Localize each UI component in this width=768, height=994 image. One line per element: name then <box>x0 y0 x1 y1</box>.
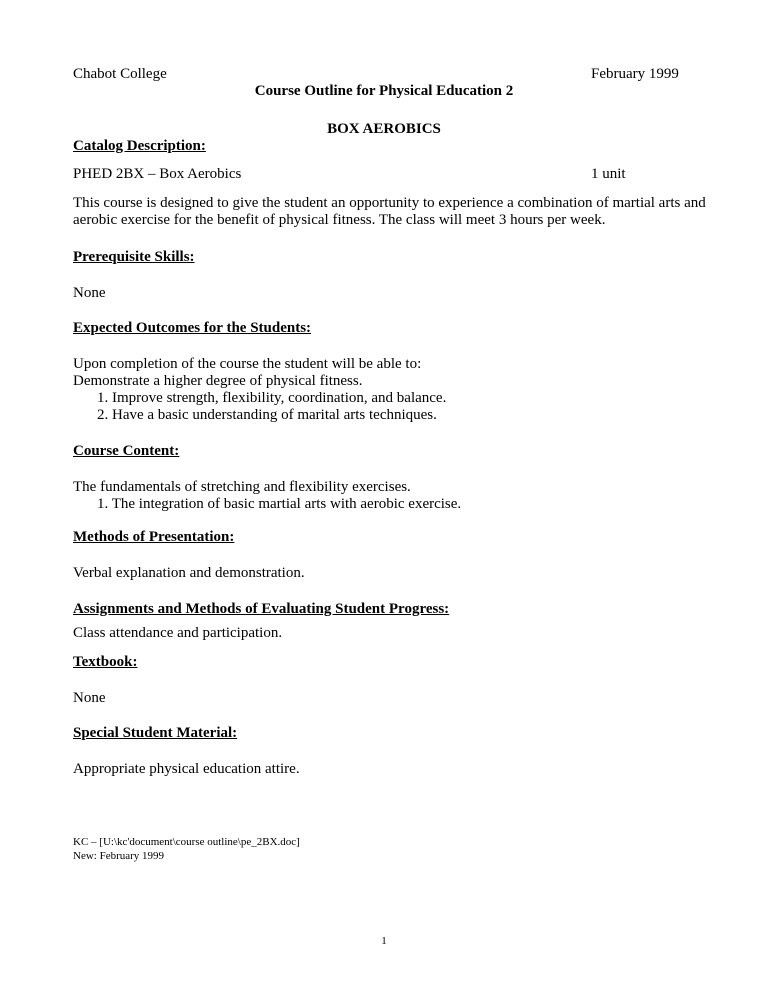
assignments-text: Class attendance and participation. <box>73 625 283 641</box>
prerequisites-text: None <box>73 285 106 301</box>
methods-text: Verbal explanation and demonstration. <box>73 565 305 581</box>
course-units: 1 unit <box>591 166 626 182</box>
prerequisites-heading: Prerequisite Skills: <box>73 249 195 265</box>
content-lead: The fundamentals of stretching and flexibility exercises. <box>73 479 411 495</box>
outcomes-item: 1. Improve strength, flexibility, coordination, and balance. <box>97 390 447 406</box>
textbook-text: None <box>73 690 106 706</box>
textbook-heading: Textbook: <box>73 654 138 670</box>
content-heading: Course Content: <box>73 443 180 459</box>
page-number: 1 <box>381 935 387 947</box>
catalog-description-line2: aerobic exercise for the benefit of physical fitness. The class will meet 3 hours per week. <box>73 212 606 228</box>
outcomes-heading: Expected Outcomes for the Students: <box>73 320 312 336</box>
outcomes-intro: Upon completion of the course the student will be able to: <box>73 356 422 372</box>
outcomes-item: 2. Have a basic understanding of marital arts techniques. <box>97 407 437 423</box>
document-date: February 1999 <box>591 66 679 82</box>
course-title: BOX AEROBICS <box>327 121 441 137</box>
college-name: Chabot College <box>73 66 167 82</box>
revision-note: New: February 1999 <box>73 850 165 862</box>
assignments-heading: Assignments and Methods of Evaluating Student Progress: <box>73 601 450 617</box>
file-reference: KC – [U:\kc'document\course outline\pe_2BX.doc] <box>73 836 300 848</box>
materials-heading: Special Student Material: <box>73 725 238 741</box>
content-item: 1. The integration of basic martial arts with aerobic exercise. <box>97 496 462 512</box>
catalog-description-line1: This course is designed to give the student an opportunity to experience a combination of martial arts and <box>73 195 706 211</box>
outcomes-lead: Demonstrate a higher degree of physical fitness. <box>73 373 363 389</box>
catalog-heading: Catalog Description: <box>73 138 206 154</box>
materials-text: Appropriate physical education attire. <box>73 761 300 777</box>
outline-title: Course Outline for Physical Education 2 <box>254 83 514 99</box>
course-code-name: PHED 2BX – Box Aerobics <box>73 166 242 182</box>
methods-heading: Methods of Presentation: <box>73 529 235 545</box>
